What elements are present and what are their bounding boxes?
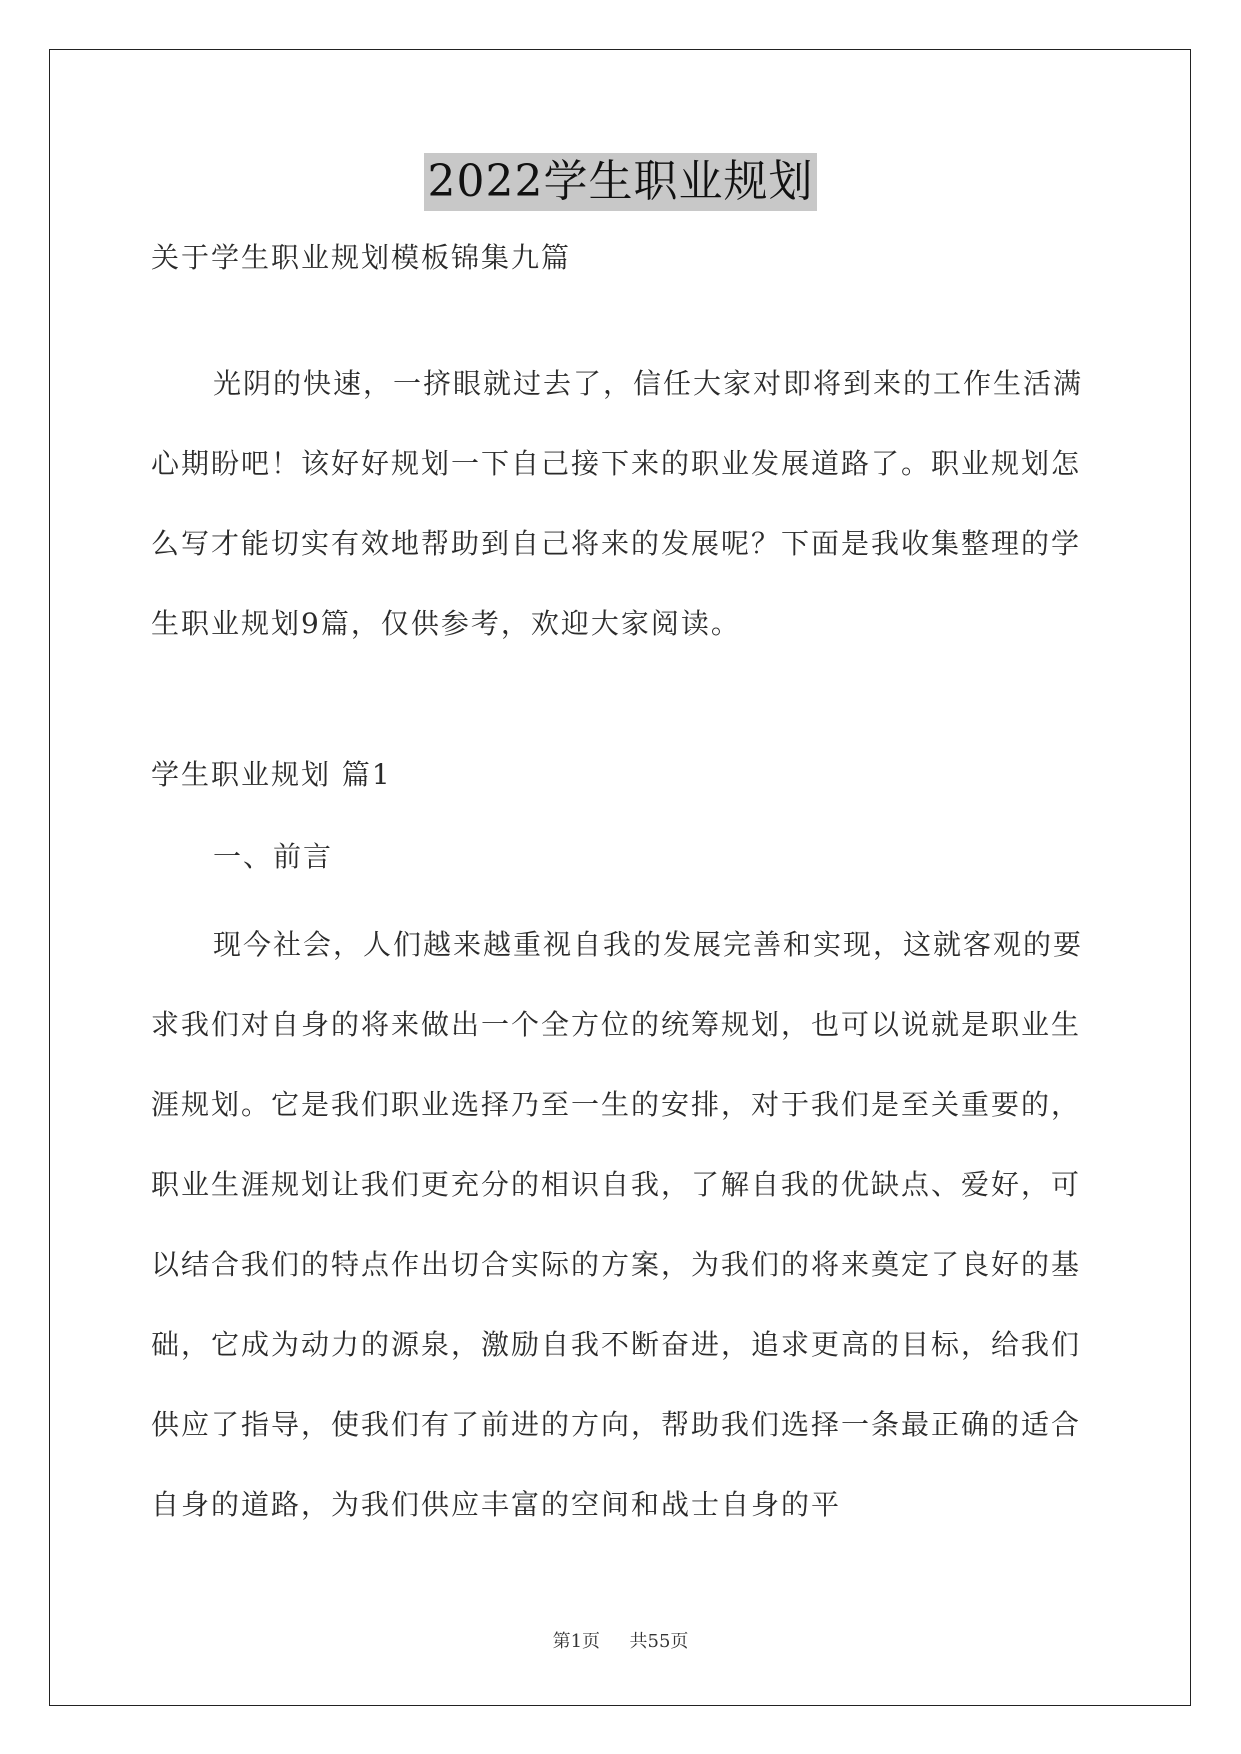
section-heading-text: 学生职业规划 篇1	[151, 758, 392, 791]
body-paragraph	[151, 905, 1090, 1545]
document-subtitle	[151, 238, 1090, 278]
page-number: 第1页	[552, 1631, 601, 1652]
body-text: 现今社会，人们越来越重视自我的发展完善和实现，这就客观的要求我们对自身的将来做出一个全方位的统筹规划，也可以说就是职业生涯规划。它是我们职业选择乃至一生的安排，对于我们是至关重要的，职业生涯规划让我们更充分的相识自我，了解自我的优缺点、爱好，可以结合我们的特点作出切合实际的方案，为我们的将来奠定了良好的基础，它成为动力的源泉，激励自我不断奋进，追求更高的目标，给我们供应了指导，使我们有了前进的方向，帮助我们选择一条最正确的适合自身的道路，为我们供应丰富的空间和战士自身的平	[151, 928, 1084, 1521]
title-container	[0, 153, 1241, 211]
subtitle-text: 关于学生职业规划模板锦集九篇	[151, 241, 572, 274]
section-heading	[151, 755, 1090, 795]
intro-paragraph	[151, 344, 1090, 664]
total-pages: 共55页	[629, 1631, 689, 1652]
intro-text: 光阴的快速，一挤眼就过去了，信任大家对即将到来的工作生活满心期盼吧！该好好规划一下自己接下来的职业发展道路了。职业规划怎么写才能切实有效地帮助到自己将来的发展呢？下面是我收集整理的学生职业规划9篇，仅供参考，欢迎大家阅读。	[151, 367, 1084, 640]
document-title: 2022学生职业规划	[424, 153, 818, 211]
sub-heading	[151, 837, 1152, 877]
page-footer	[0, 1627, 1241, 1653]
sub-heading-text: 一、前言	[213, 840, 334, 873]
